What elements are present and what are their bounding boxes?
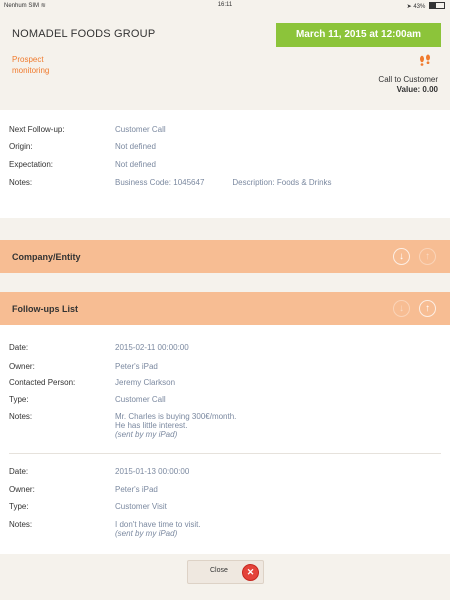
- notes-label: Notes:: [9, 412, 33, 421]
- notes-label: Notes:: [9, 520, 33, 529]
- date-label: Date:: [9, 343, 29, 352]
- date-badge[interactable]: March 11, 2015 at 12:00am: [276, 23, 441, 47]
- notes-row: [9, 178, 332, 187]
- notes-value: [115, 520, 201, 538]
- arrow-up-circle-icon[interactable]: ↑: [419, 248, 436, 265]
- followups-list: [0, 325, 450, 554]
- followup-owner-row: [9, 485, 158, 494]
- owner-label: Owner:: [9, 485, 35, 494]
- followup-date-row: [9, 467, 189, 476]
- clock: 16:11: [217, 2, 233, 8]
- origin-label: Origin:: [9, 142, 33, 151]
- followup-type-row: [9, 395, 166, 404]
- followup-owner-row: [9, 362, 158, 371]
- notes-line: I don't have time to visit.: [115, 520, 201, 529]
- notes-line: Mr. Charles is buying 300€/month.: [115, 412, 237, 421]
- followup-notes-row: [9, 520, 201, 538]
- owner-value: Peter's iPad: [115, 485, 158, 494]
- followups-section[interactable]: [0, 292, 450, 325]
- next-followup-value: Customer Call: [115, 125, 166, 134]
- origin-value: Not defined: [115, 142, 156, 151]
- value-amount: Value: 0.00: [396, 85, 438, 94]
- notes-line: He has little interest.: [115, 421, 188, 430]
- close-button[interactable]: [187, 560, 264, 584]
- section-title-company: Company/Entity: [12, 252, 81, 262]
- followup-date-row: [9, 343, 189, 352]
- section-title-followups: Follow-ups List: [12, 304, 78, 314]
- followup-type-row: [9, 502, 167, 511]
- arrow-down-circle-icon[interactable]: ↓: [393, 248, 410, 265]
- battery-indicator: [407, 2, 445, 10]
- arrow-down-circle-icon[interactable]: ↓: [393, 300, 410, 317]
- call-type: Call to Customer: [378, 75, 438, 84]
- followup-contact-row: [9, 378, 175, 387]
- type-value: Customer Visit: [115, 502, 167, 511]
- next-followup-row: [9, 125, 166, 134]
- battery-fill: [430, 3, 436, 8]
- arrow-up-circle-icon[interactable]: ↑: [419, 300, 436, 317]
- details-panel: [0, 110, 450, 218]
- contact-value: Jeremy Clarkson: [115, 378, 176, 387]
- type-label: Type:: [9, 502, 29, 511]
- carrier-label: Nenhum SIM ≋: [4, 3, 46, 9]
- contact-label: Contacted Person:: [9, 378, 76, 387]
- status-label: Prospect monitoring: [12, 55, 50, 75]
- company-entity-section[interactable]: [0, 240, 450, 273]
- status-bar: [0, 0, 450, 12]
- close-icon: ✕: [242, 564, 259, 581]
- sent-signature: (sent by my iPad): [115, 430, 178, 439]
- type-value: Customer Call: [115, 395, 166, 404]
- close-button-label: Close: [210, 567, 228, 574]
- type-label: Type:: [9, 395, 29, 404]
- footsteps-icon: [418, 54, 432, 68]
- company-name: NOMADEL FOODS GROUP: [12, 28, 156, 40]
- next-followup-label: Next Follow-up:: [9, 125, 65, 134]
- business-code: Business Code: 1045647: [115, 178, 205, 187]
- list-divider: [9, 453, 441, 454]
- owner-value: Peter's iPad: [115, 362, 158, 371]
- owner-label: Owner:: [9, 362, 35, 371]
- followup-notes-row: [9, 412, 236, 439]
- location-icon: ➤: [406, 4, 412, 10]
- sent-signature: (sent by my iPad): [115, 529, 178, 538]
- expectation-label: Expectation:: [9, 160, 54, 169]
- battery-label: 43%: [413, 4, 426, 10]
- date-value: 2015-01-13 00:00:00: [115, 467, 190, 476]
- date-value: 2015-02-11 00:00:00: [115, 343, 189, 352]
- notes-label: Notes:: [9, 178, 33, 187]
- origin-row: [9, 142, 156, 151]
- notes-value: [115, 412, 236, 439]
- description: Description: Foods & Drinks: [232, 178, 332, 187]
- expectation-row: [9, 160, 156, 169]
- expectation-value: Not defined: [115, 160, 156, 169]
- battery-icon: [429, 2, 445, 9]
- date-label: Date:: [9, 467, 29, 476]
- wifi-icon: ≋: [40, 3, 46, 9]
